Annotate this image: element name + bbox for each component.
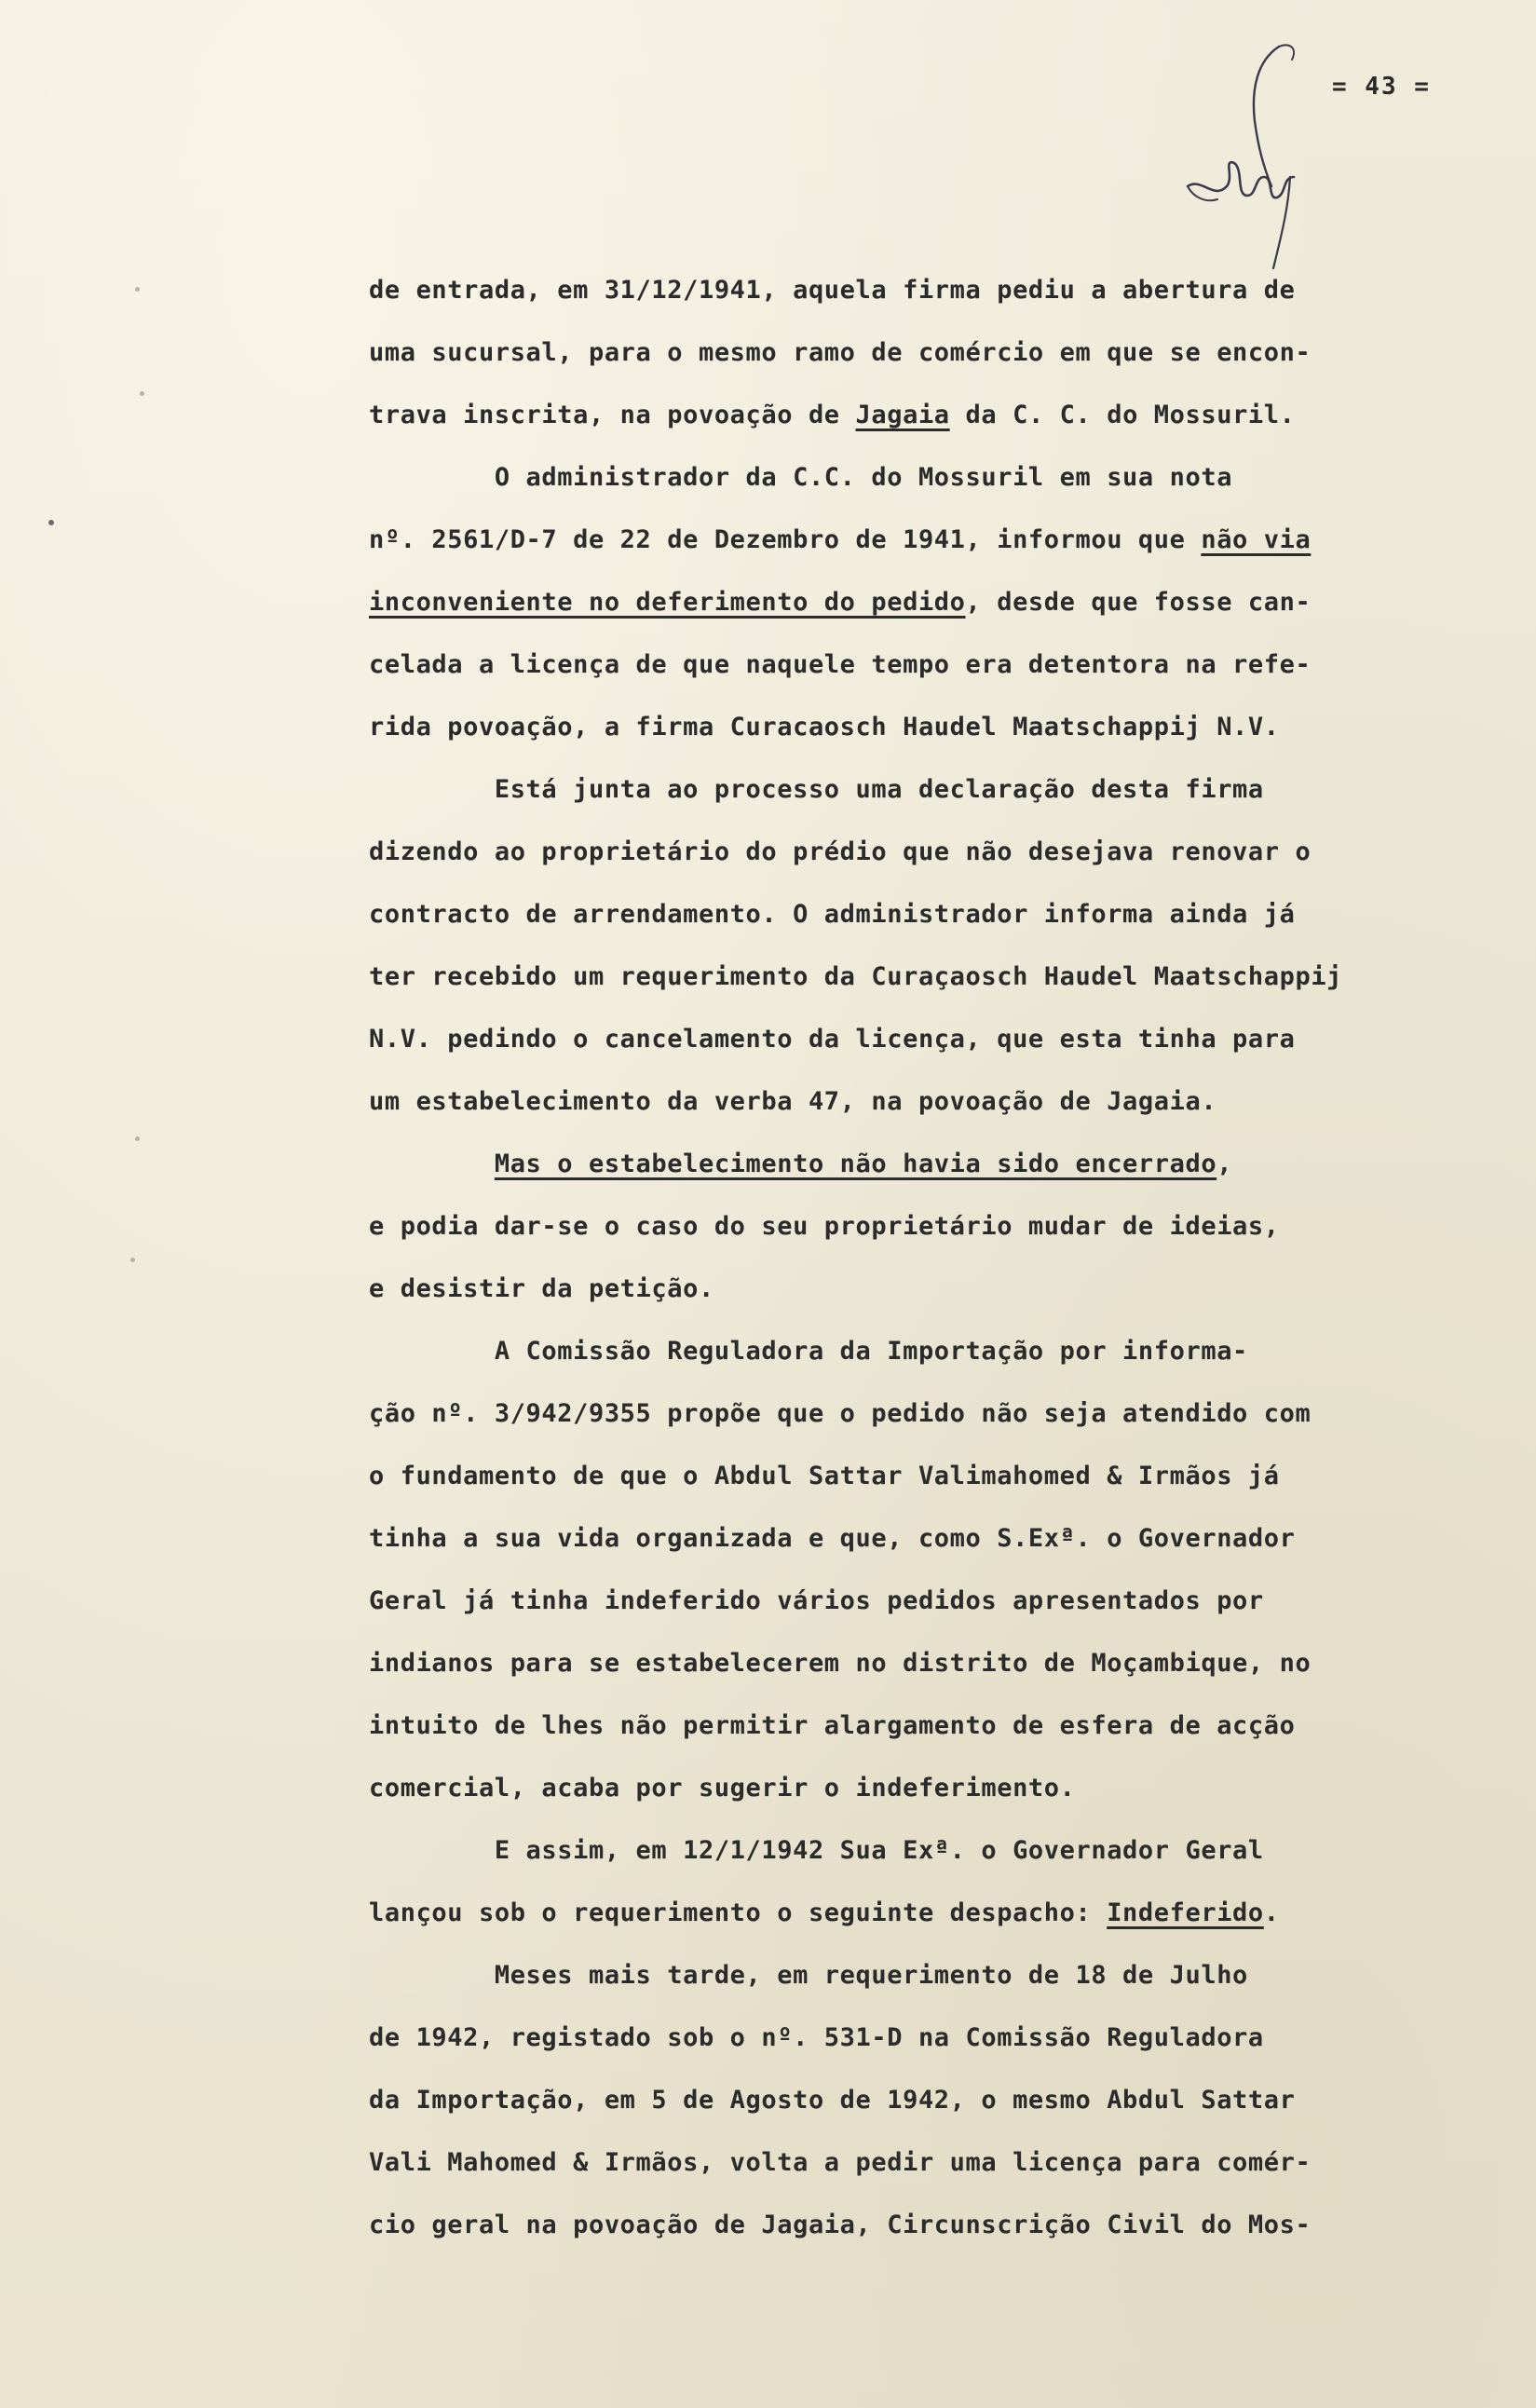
text-segment: celada a licença de que naquele tempo era detentora na refe- xyxy=(369,650,1312,679)
text-segment: , xyxy=(1217,1150,1233,1178)
punch-mark xyxy=(48,520,54,525)
text-segment: o fundamento de que o Abdul Sattar Valimahomed & Irmãos já xyxy=(369,1462,1280,1490)
text-line xyxy=(369,446,1524,509)
text-line xyxy=(369,1819,1524,1882)
text-segment: contracto de arrendamento. O administrador informa ainda já xyxy=(369,900,1296,929)
text-segment: nº. 2561/D-7 de 22 de Dezembro de 1941, informou que xyxy=(369,525,1202,554)
text-segment: rida povoação, a firma Curacaosch Haudel Maatschappij N.V. xyxy=(369,713,1280,741)
body-text xyxy=(369,259,1524,2256)
text-line xyxy=(369,1944,1524,2007)
text-segment: Geral já tinha indeferido vários pedidos apresentados por xyxy=(369,1586,1264,1615)
page-number: = 43 = xyxy=(1332,73,1431,101)
text-line xyxy=(369,758,1524,821)
text-line xyxy=(369,1445,1524,1507)
text-line xyxy=(369,946,1524,1008)
text-segment: Está junta ao processo uma declaração desta firma xyxy=(369,775,1264,804)
text-line xyxy=(369,1507,1524,1570)
text-segment: indianos para se estabelecerem no distrito de Moçambique, no xyxy=(369,1649,1312,1678)
text-segment: da C. C. do Mossuril. xyxy=(949,401,1296,429)
text-segment: de entrada, em 31/12/1941, aquela firma pediu a abertura de xyxy=(369,276,1296,305)
text-segment: cio geral na povoação de Jagaia, Circunscrição Civil do Mos- xyxy=(369,2211,1312,2239)
text-segment: comercial, acaba por sugerir o indeferimento. xyxy=(369,1774,1076,1803)
text-line xyxy=(369,1133,1524,1195)
text-line xyxy=(369,259,1524,321)
text-line xyxy=(369,1382,1524,1445)
text-segment: e podia dar-se o caso do seu proprietário mudar de ideias, xyxy=(369,1212,1280,1241)
text-line xyxy=(369,1008,1524,1070)
text-line xyxy=(369,2131,1524,2194)
text-line xyxy=(369,384,1524,446)
text-segment: tinha a sua vida organizada e que, como S.Exª. o Governador xyxy=(369,1524,1296,1553)
text-segment: e desistir da petição. xyxy=(369,1274,714,1303)
punch-mark xyxy=(135,287,140,292)
text-line xyxy=(369,1320,1524,1382)
text-line xyxy=(369,883,1524,946)
text-line xyxy=(369,1632,1524,1694)
text-line xyxy=(369,633,1524,696)
text-segment: ter recebido um requerimento da Curaçaosch Haudel Maatschappij xyxy=(369,962,1343,991)
text-line xyxy=(369,1570,1524,1632)
text-line xyxy=(369,1882,1524,1944)
text-segment: intuito de lhes não permitir alargamento de esfera de acção xyxy=(369,1711,1296,1740)
text-segment: de 1942, registado sob o nº. 531-D na Comissão Reguladora xyxy=(369,2023,1264,2052)
text-segment: Meses mais tarde, em requerimento de 18 de Julho xyxy=(369,1961,1248,1990)
punch-mark xyxy=(140,391,144,396)
underlined-text: Indeferido xyxy=(1107,1898,1264,1927)
text-line xyxy=(369,2069,1524,2131)
text-line xyxy=(369,696,1524,758)
text-line xyxy=(369,1195,1524,1258)
text-line xyxy=(369,1694,1524,1757)
text-segment: um estabelecimento da verba 47, na povoação de Jagaia. xyxy=(369,1087,1217,1116)
punch-mark xyxy=(130,1258,135,1262)
underlined-text: Mas o estabelecimento não havia sido encerrado xyxy=(494,1150,1217,1178)
handwritten-initials xyxy=(1169,37,1337,270)
text-segment: . xyxy=(1263,1898,1280,1927)
text-segment: ção nº. 3/942/9355 propõe que o pedido não seja atendido com xyxy=(369,1399,1312,1428)
text-segment: N.V. pedindo o cancelamento da licença, que esta tinha para xyxy=(369,1025,1296,1054)
text-line xyxy=(369,509,1524,571)
text-segment: trava inscrita, na povoação de xyxy=(369,401,856,429)
text-line xyxy=(369,321,1524,384)
text-line xyxy=(369,1070,1524,1133)
underlined-text: não via xyxy=(1201,525,1312,554)
text-segment: dizendo ao proprietário do prédio que não desejava renovar o xyxy=(369,837,1312,866)
text-segment: , desde que fosse can- xyxy=(965,588,1312,617)
punch-mark xyxy=(135,1136,140,1141)
text-segment: Vali Mahomed & Irmãos, volta a pedir uma licença para comér- xyxy=(369,2148,1312,2177)
text-line xyxy=(369,1757,1524,1819)
text-line xyxy=(369,1258,1524,1320)
text-segment: lançou sob o requerimento o seguinte despacho: xyxy=(369,1898,1108,1927)
text-line xyxy=(369,571,1524,633)
text-segment: da Importação, em 5 de Agosto de 1942, o mesmo Abdul Sattar xyxy=(369,2086,1296,2115)
text-segment: A Comissão Reguladora da Importação por informa- xyxy=(369,1337,1248,1366)
underlined-text: Jagaia xyxy=(855,401,950,429)
text-segment xyxy=(369,1150,495,1178)
text-segment: O administrador da C.C. do Mossuril em sua nota xyxy=(369,463,1233,492)
text-segment: uma sucursal, para o mesmo ramo de comércio em que se encon- xyxy=(369,338,1312,367)
text-segment: E assim, em 12/1/1942 Sua Exª. o Governador Geral xyxy=(369,1836,1264,1865)
text-line xyxy=(369,821,1524,883)
text-line xyxy=(369,2194,1524,2256)
text-line xyxy=(369,2007,1524,2069)
underlined-text: inconveniente no deferimento do pedido xyxy=(369,588,966,617)
